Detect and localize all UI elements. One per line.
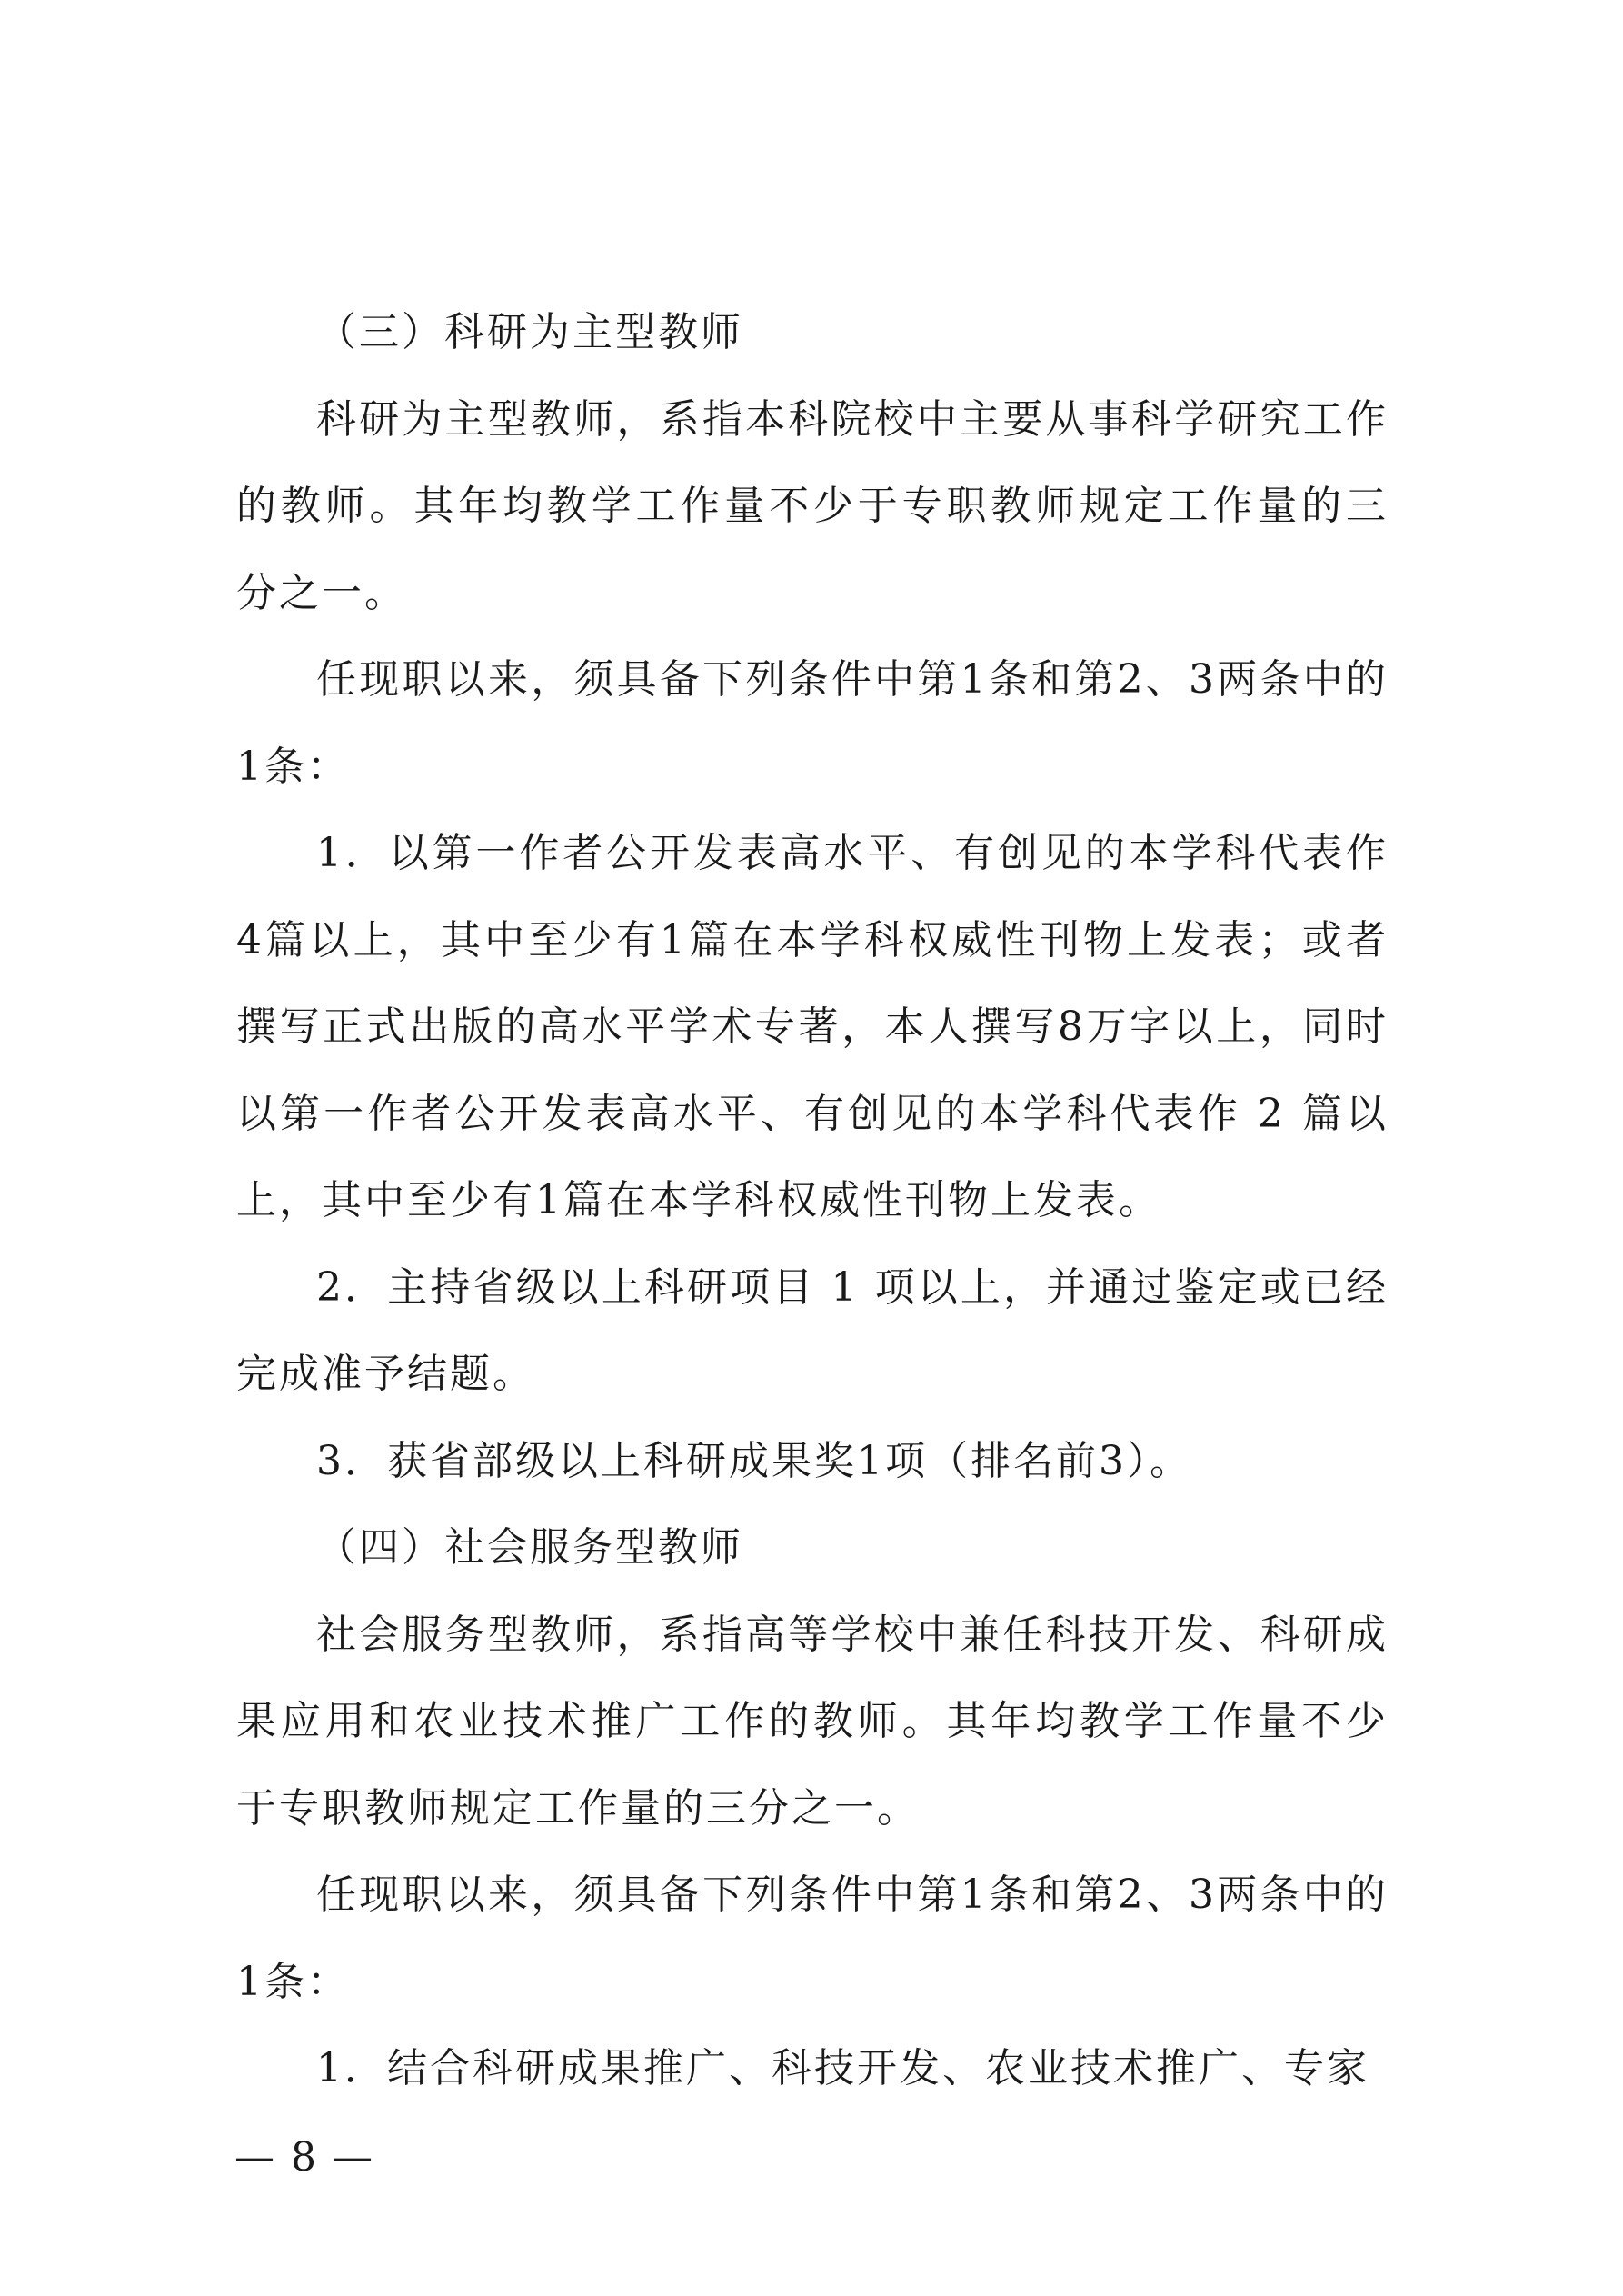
research-condition-2: 2．主持省级以上科研项目 1 项以上，并通过鉴定或已经完成准予结题。 (236, 1263, 1389, 1397)
section-heading-research-teacher: （三）科研为主型教师 (316, 309, 743, 355)
research-condition-3: 3．获省部级以上科研成果奖1项（排名前3）。 (316, 1437, 1192, 1484)
paragraph-service-definition: 社会服务型教师，系指高等学校中兼任科技开发、科研成果应用和农业技术推广工作的教师。其年均教学工作量不少于专职教师规定工作量的三分之一。 (236, 1611, 1389, 1832)
page-number: — 8 — (234, 2134, 374, 2181)
research-condition-1: 1．以第一作者公开发表高水平、有创见的本学科代表作4篇以上，其中至少有1篇在本学科权威性刊物上发表；或者撰写正式出版的高水平学术专著，本人撰写8万字以上，同时以第一作者公开发表高水平、有创见的本学科代表作 2 篇以上，其中至少有1篇在本学科权威性刊物上发表。 (236, 830, 1389, 1223)
paragraph-service-conditions-intro: 任现职以来，须具备下列条件中第1条和第2、3两条中的1条： (236, 1872, 1389, 2005)
service-condition-1: 1．结合科研成果推广、科技开发、农业技术推广、专家 (316, 2045, 1369, 2091)
paragraph-research-conditions-intro: 任现职以来，须具备下列条件中第1条和第2、3两条中的1条： (236, 656, 1389, 790)
paragraph-research-definition: 科研为主型教师，系指本科院校中主要从事科学研究工作的教师。其年均教学工作量不少于专职教师规定工作量的三分之一。 (236, 395, 1389, 616)
section-heading-service-teacher: （四）社会服务型教师 (316, 1524, 743, 1571)
document-body (236, 289, 1389, 2112)
